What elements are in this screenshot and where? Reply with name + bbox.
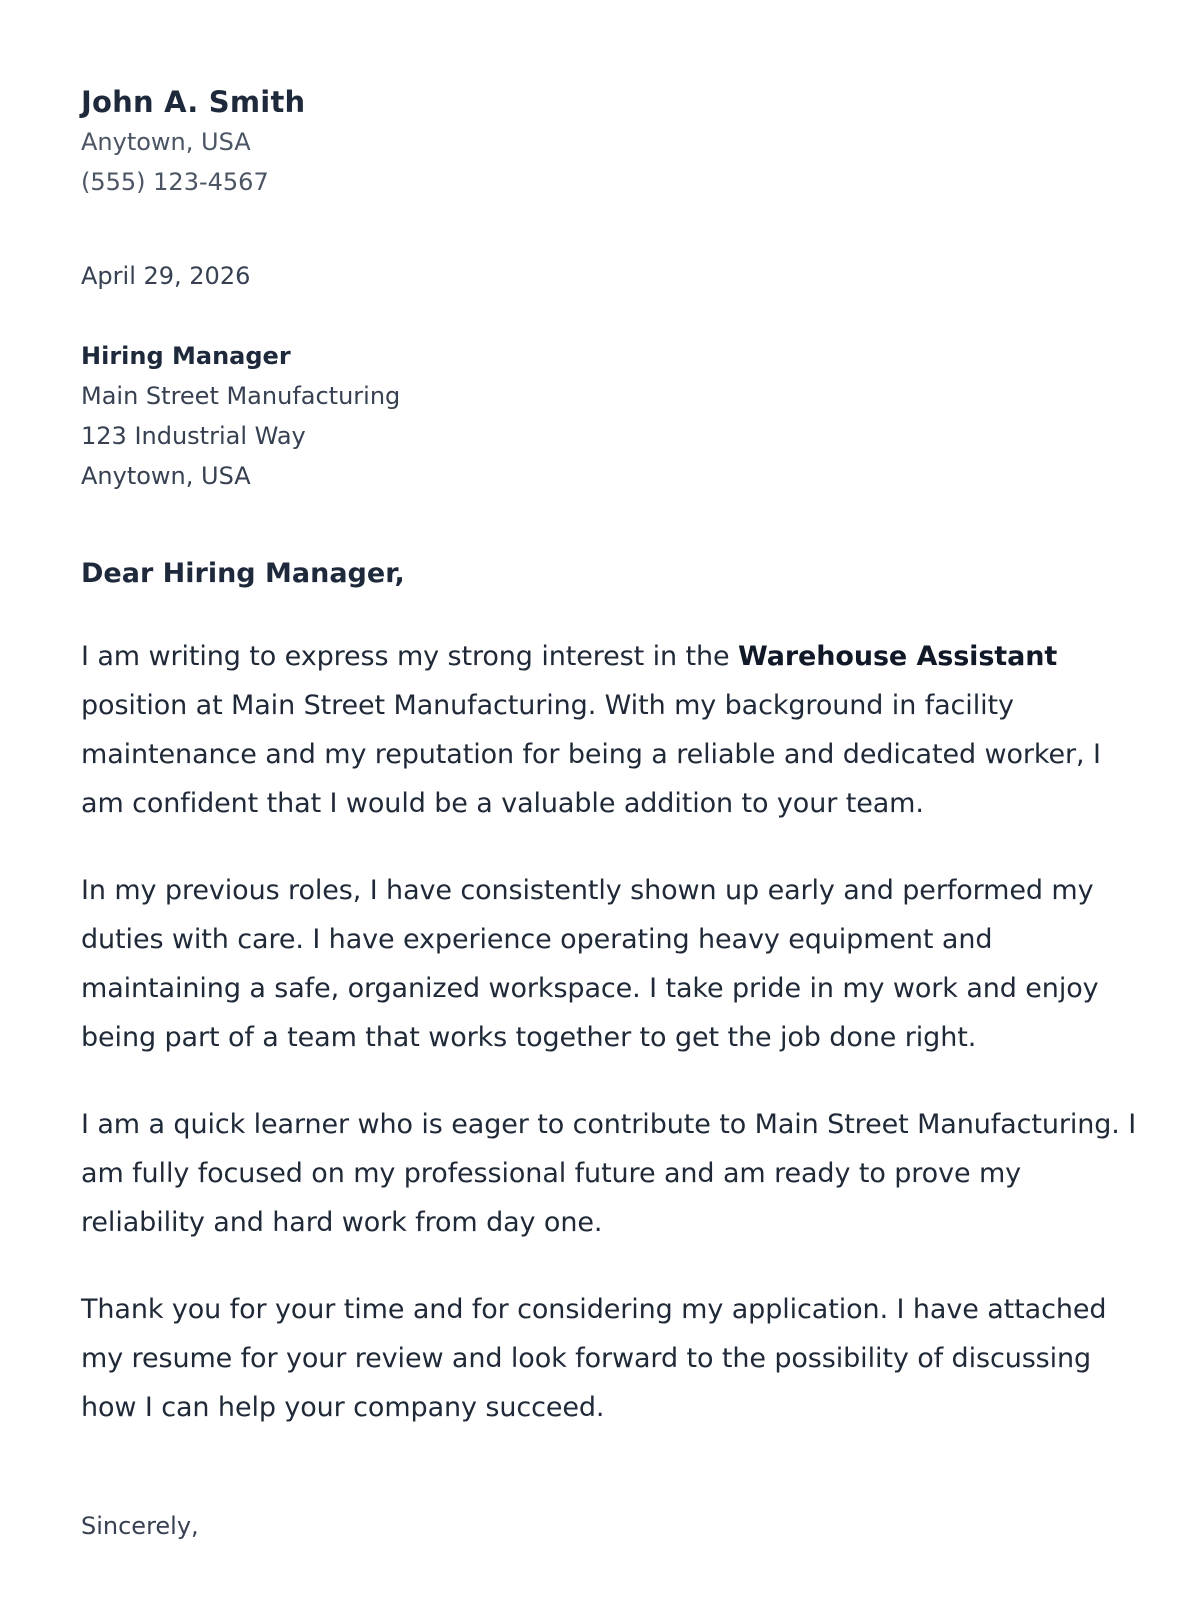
recipient-street: 123 Industrial Way [81, 422, 306, 450]
body-paragraph-2: In my previous roles, I have consistently shown up early and performed my duties with care. I have experience operating heavy equipment and maintaining a safe, organized workspace. I take pride in my work and enjoy being part of a team that works together to get the job done right. [81, 875, 1099, 1053]
sender-city: Anytown, USA [81, 128, 251, 156]
position-title: Warehouse Assistant [738, 641, 1058, 672]
recipient-city: Anytown, USA [81, 462, 251, 490]
body-paragraph-4: Thank you for your time and for considering my application. I have attached my resume for your review and look forward to the possibility of discussing how I can help your company succeed. [81, 1294, 1107, 1423]
paragraph-1-rest: position at Main Street Manufacturing. With my background in facility maintenance and my reputation for being a reliable and dedicated worker, I am confident that I would be a valuable addition to your team. [81, 690, 1101, 819]
sender-name: John A. Smith [81, 85, 306, 119]
recipient-block [81, 336, 1120, 496]
closing: Sincerely, [81, 1512, 199, 1540]
paragraph-1-intro: I am writing to express my strong interest in the [81, 641, 738, 672]
sender-block [81, 82, 1120, 202]
sender-phone: (555) 123-4567 [81, 168, 269, 196]
salutation: Dear Hiring Manager, [81, 558, 405, 589]
letter-date: April 29, 2026 [81, 262, 251, 290]
recipient-name: Hiring Manager [81, 342, 291, 370]
body-paragraph-3: I am a quick learner who is eager to contribute to Main Street Manufacturing. I am fully focused on my professional future and am ready to prove my reliability and hard work from day one. [81, 1109, 1137, 1238]
recipient-company: Main Street Manufacturing [81, 382, 401, 410]
body-paragraph-1 [81, 632, 1141, 828]
